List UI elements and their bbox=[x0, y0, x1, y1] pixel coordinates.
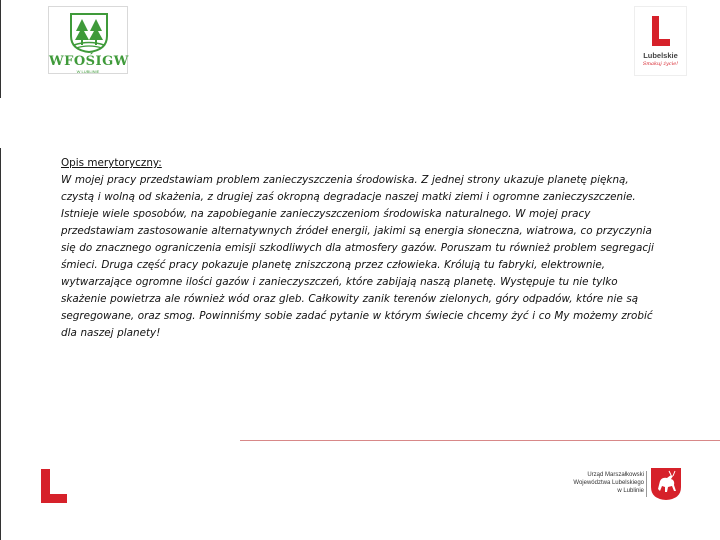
coat-of-arms-icon bbox=[650, 467, 682, 501]
urzad-divider bbox=[646, 471, 647, 497]
description-block bbox=[61, 155, 661, 342]
lubelskie-tagline: Smakuj życie! bbox=[642, 61, 679, 67]
urzad-line-1: Urząd Marszałkowski bbox=[587, 472, 644, 478]
wfosigw-emblem-icon bbox=[67, 10, 111, 54]
urzad-line-3: w Lublinie bbox=[617, 488, 644, 494]
urzad-line-2: Województwa Lubelskiego bbox=[573, 480, 644, 486]
wfosigw-logo-text: WFOŚIGW bbox=[49, 54, 129, 69]
footer-divider bbox=[240, 440, 720, 441]
lubelskie-logo bbox=[634, 6, 687, 76]
left-edge-rule bbox=[0, 148, 1, 540]
wfosigw-logo-subtext: W LUBLINIE bbox=[76, 69, 100, 74]
lubelskie-logo-text: Lubelskie bbox=[643, 51, 678, 60]
left-edge-rule-top bbox=[0, 0, 1, 98]
urzad-marszalkowski-text bbox=[560, 471, 644, 495]
description-body: W mojej pracy przedstawiam problem zanieczyszczenia środowiska. Z jednej strony ukazuje planetę piękną, czystą i wolną od skażenia, z drugiej zaś okropną degradacje naszej matki ziemi i ogromne zanieczyszczenie. Istnieje wiele sposobów, na zapobieganie zanieczyszczeniom środowiska naturalnego. W mojej pracy przedstawiam zastosowanie alternatywnych źródeł energii, jakimi są energia słoneczna, wiatrowa, co przyczynia się do znacznego ograniczenia emisji szkodliwych dla atmosfery gazów. Poruszam tu również problem segregacji śmieci. Druga część pracy pokazuje planetę zniszczoną przez człowieka. Królują tu fabryki, elektrownie, wytwarzające ogromne ilości gazów i zanieczyszczeń, które zabijają naszą planetę. Występuje tu nie tylko skażenie powietrza ale również wód oraz gleb. Całkowity zanik terenów zielonych, góry odpadów, które nie są segregowane, oraz smog. Powinniśmy sobie zadać pytanie w którym świecie chcemy żyć i co My możemy zrobić dla naszej planety! bbox=[61, 174, 654, 339]
wfosigw-logo bbox=[48, 6, 128, 74]
description-heading: Opis merytoryczny: bbox=[61, 157, 162, 169]
lubelskie-l-icon bbox=[650, 15, 672, 47]
lubelskie-l-mark-icon bbox=[40, 469, 68, 503]
